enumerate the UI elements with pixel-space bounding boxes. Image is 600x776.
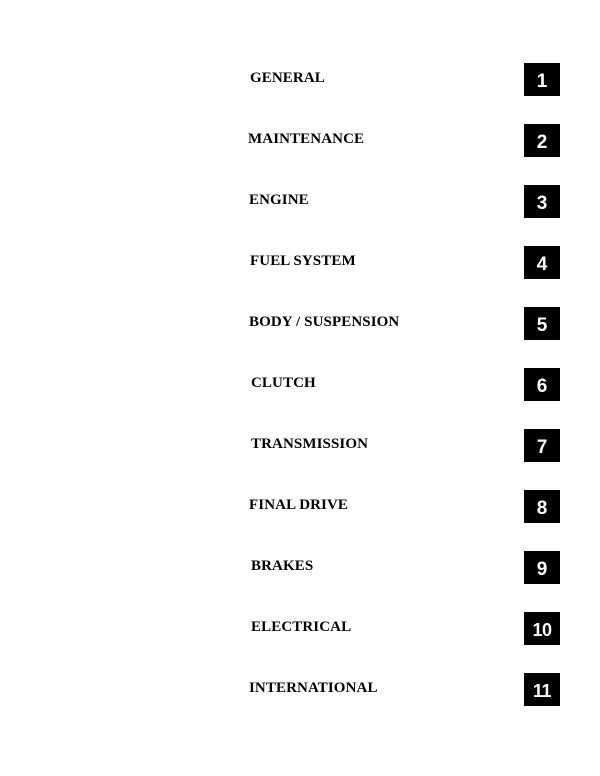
toc-row-engine xyxy=(0,185,600,221)
section-tab-5[interactable]: 5 xyxy=(524,307,560,340)
section-tab-4[interactable]: 4 xyxy=(524,246,560,279)
section-label-general: GENERAL xyxy=(250,70,325,86)
section-tab-1[interactable]: 1 xyxy=(524,63,560,96)
section-tab-7[interactable]: 7 xyxy=(524,429,560,462)
section-label-maintenance: MAINTENANCE xyxy=(248,131,365,147)
toc-row-fuel-system xyxy=(0,246,600,282)
toc-row-transmission xyxy=(0,429,600,465)
toc-row-international xyxy=(0,673,600,709)
section-tab-9[interactable]: 9 xyxy=(524,551,560,584)
section-label-electrical: ELECTRICAL xyxy=(251,619,352,635)
toc-row-maintenance xyxy=(0,124,600,160)
section-label-clutch: CLUTCH xyxy=(251,375,316,391)
toc-row-general xyxy=(0,63,600,99)
section-label-fuel-system: FUEL SYSTEM xyxy=(250,253,356,269)
toc-row-body-suspension xyxy=(0,307,600,343)
section-label-brakes: BRAKES xyxy=(251,558,314,574)
section-tab-2[interactable]: 2 xyxy=(524,124,560,157)
section-label-final-drive: FINAL DRIVE xyxy=(249,497,349,513)
section-label-international: INTERNATIONAL xyxy=(249,680,378,696)
toc-row-electrical xyxy=(0,612,600,648)
toc-row-brakes xyxy=(0,551,600,587)
toc-row-clutch xyxy=(0,368,600,404)
section-tab-11[interactable]: 11 xyxy=(524,673,560,706)
section-tab-8[interactable]: 8 xyxy=(524,490,560,523)
section-tab-10[interactable]: 10 xyxy=(524,612,560,645)
section-label-engine: ENGINE xyxy=(249,192,309,208)
section-label-body-suspension: BODY / SUSPENSION xyxy=(249,314,400,330)
section-tab-3[interactable]: 3 xyxy=(524,185,560,218)
section-tab-6[interactable]: 6 xyxy=(524,368,560,401)
toc-row-final-drive xyxy=(0,490,600,526)
section-label-transmission: TRANSMISSION xyxy=(251,436,369,452)
